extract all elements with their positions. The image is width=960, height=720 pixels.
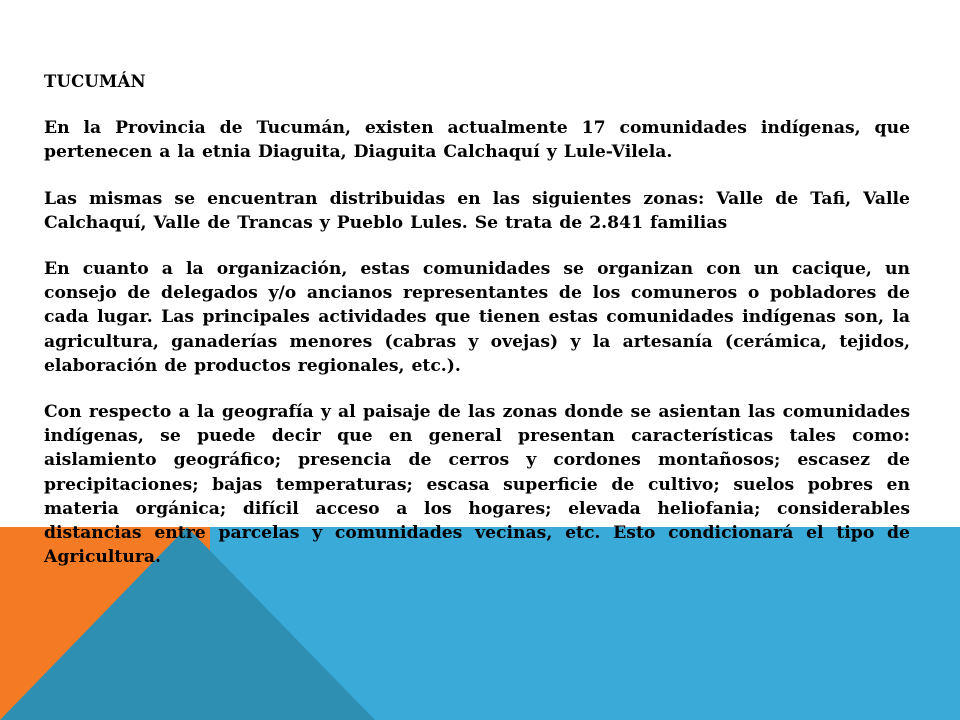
paragraph-zones: Las mismas se encuentran distribuidas en las siguientes zonas: Valle de Tafi, Valle Calchaquí, Valle de Trancas y Pueblo Lules. Se trata de 2.841 familias (44, 188, 910, 233)
paragraph-organization: En cuanto a la organización, estas comunidades se organizan con un cacique, un consejo de delegados y/o ancianos representantes de los comuneros o pobladores de cada lugar. Las principales actividades que tienen estas comunidades indígenas son, la agricultura, ganaderías menores (cabras y ovejas) y la artesanía (cerámica, tejidos, elaboración de productos regionales, etc.). (44, 259, 910, 376)
slide-title: TUCUMÁN (44, 72, 146, 91)
slide-content (44, 70, 910, 591)
paragraph-geography: Con respecto a la geografía y al paisaje de las zonas donde se asientan las comunidades indígenas, se puede decir que en general presentan características tales como: aislamiento geográfico; presencia de cerros y cordones montañosos; escasez de precipitaciones; bajas temperaturas; escasa superficie de cultivo; suelos pobres en materia orgánica; difícil acceso a los hogares; elevada heliofania; considerables distancias entre parcelas y comunidades vecinas, etc. Esto condicionará el tipo de Agricultura. (44, 402, 910, 568)
paragraph-communities: En la Provincia de Tucumán, existen actualmente 17 comunidades indígenas, que pertenecen a la etnia Diaguita, Diaguita Calchaquí y Lule-Vilela. (44, 118, 910, 163)
